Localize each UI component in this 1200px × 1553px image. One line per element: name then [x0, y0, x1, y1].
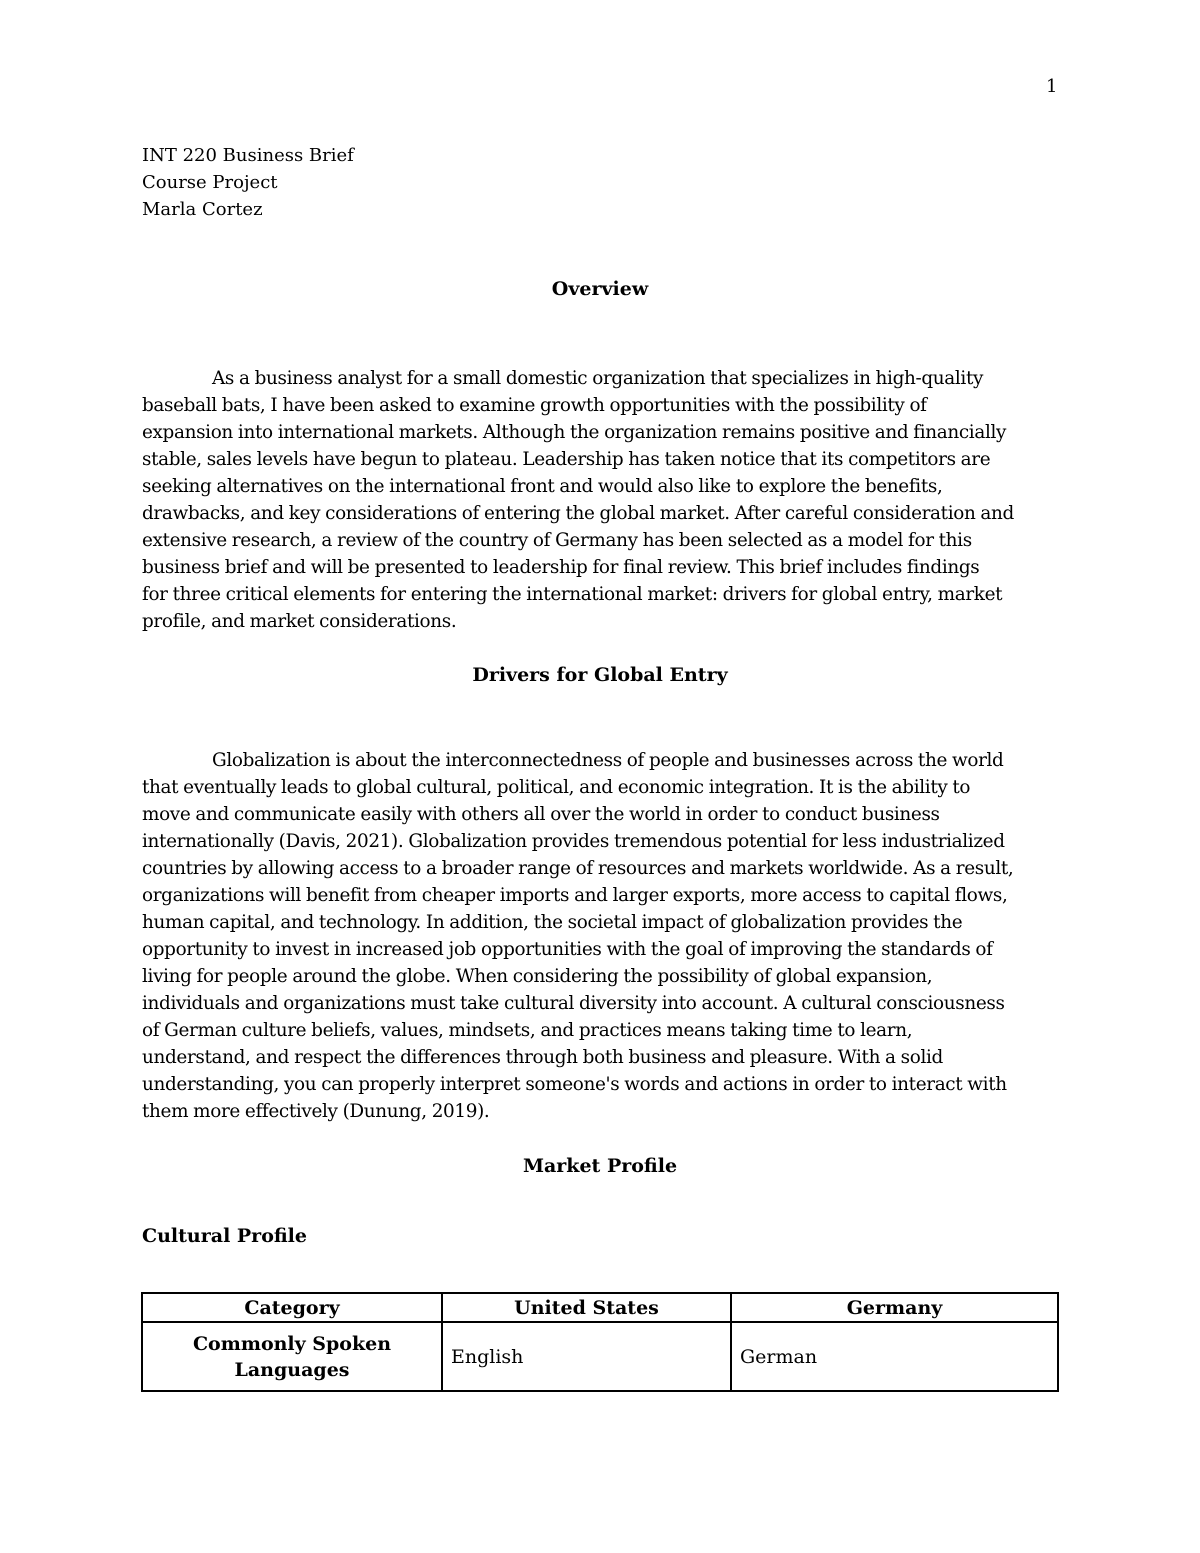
paragraph-line: profile, and market considerations.	[142, 611, 457, 632]
paragraph-line: move and communicate easily with others all over the world in order to conduct business	[142, 804, 940, 825]
category-cell	[142, 1322, 442, 1391]
table-row	[142, 1322, 1058, 1391]
cultural-profile-subheading: Cultural Profile	[142, 1225, 307, 1247]
drivers-heading: Drivers for Global Entry	[472, 664, 728, 686]
column-header-united-states: United States	[442, 1293, 731, 1322]
drivers-paragraph	[142, 747, 1058, 1125]
document-header	[142, 142, 354, 223]
category-line: Commonly Spoken	[192, 1332, 392, 1355]
paragraph-line: of German culture beliefs, values, mindsets, and practices means taking time to learn,	[142, 1020, 913, 1041]
course-title: INT 220 Business Brief	[142, 145, 354, 166]
paragraph-line: them more effectively (Dunung, 2019).	[142, 1101, 490, 1122]
paragraph-line: seeking alternatives on the international front and would also like to explore the benefits,	[142, 476, 943, 497]
paragraph-line: countries by allowing access to a broader range of resources and markets worldwide. As a result,	[142, 858, 1014, 879]
category-line: Languages	[234, 1358, 350, 1381]
paragraph-line: organizations will benefit from cheaper imports and larger exports, more access to capital flows,	[142, 885, 1008, 906]
page-number: 1	[1046, 76, 1058, 97]
paragraph-line: understanding, you can properly interpret someone's words and actions in order to interact with	[142, 1074, 1007, 1095]
paragraph-line: Globalization is about the interconnectedness of people and businesses across the world	[212, 750, 1004, 771]
paragraph-line: that eventually leads to global cultural, political, and economic integration. It is the ability to	[142, 777, 971, 798]
paragraph-line: for three critical elements for entering the international market: drivers for global entry, market	[142, 584, 1003, 605]
table-header-row	[142, 1293, 1058, 1322]
cultural-profile-table	[141, 1292, 1059, 1392]
market-profile-heading: Market Profile	[522, 1155, 678, 1177]
paragraph-line: As a business analyst for a small domestic organization that specializes in high-quality	[212, 368, 984, 389]
paragraph-line: expansion into international markets. Although the organization remains positive and financially	[142, 422, 1007, 443]
united-states-cell: English	[442, 1322, 731, 1391]
overview-heading: Overview	[551, 278, 649, 300]
paragraph-line: drawbacks, and key considerations of entering the global market. After careful consideration and	[142, 503, 1014, 524]
column-header-germany: Germany	[731, 1293, 1058, 1322]
column-header-category: Category	[142, 1293, 442, 1322]
paragraph-line: human capital, and technology. In addition, the societal impact of globalization provides the	[142, 912, 963, 933]
project-label: Course Project	[142, 172, 278, 193]
paragraph-line: extensive research, a review of the country of Germany has been selected as a model for this	[142, 530, 972, 551]
author-name: Marla Cortez	[142, 199, 263, 220]
overview-paragraph	[142, 365, 1058, 635]
paragraph-line: baseball bats, I have been asked to examine growth opportunities with the possibility of	[142, 395, 927, 416]
paragraph-line: business brief and will be presented to leadership for final review. This brief includes findings	[142, 557, 980, 578]
paragraph-line: opportunity to invest in increased job opportunities with the goal of improving the standards of	[142, 939, 993, 960]
germany-cell: German	[731, 1322, 1058, 1391]
paragraph-line: stable, sales levels have begun to plateau. Leadership has taken notice that its competitors are	[142, 449, 991, 470]
paragraph-line: individuals and organizations must take cultural diversity into account. A cultural consciousness	[142, 993, 1005, 1014]
paragraph-line: understand, and respect the differences through both business and pleasure. With a solid	[142, 1047, 943, 1068]
paragraph-line: internationally (Davis, 2021). Globalization provides tremendous potential for less industrialized	[142, 831, 1005, 852]
paragraph-line: living for people around the globe. When considering the possibility of global expansion,	[142, 966, 933, 987]
